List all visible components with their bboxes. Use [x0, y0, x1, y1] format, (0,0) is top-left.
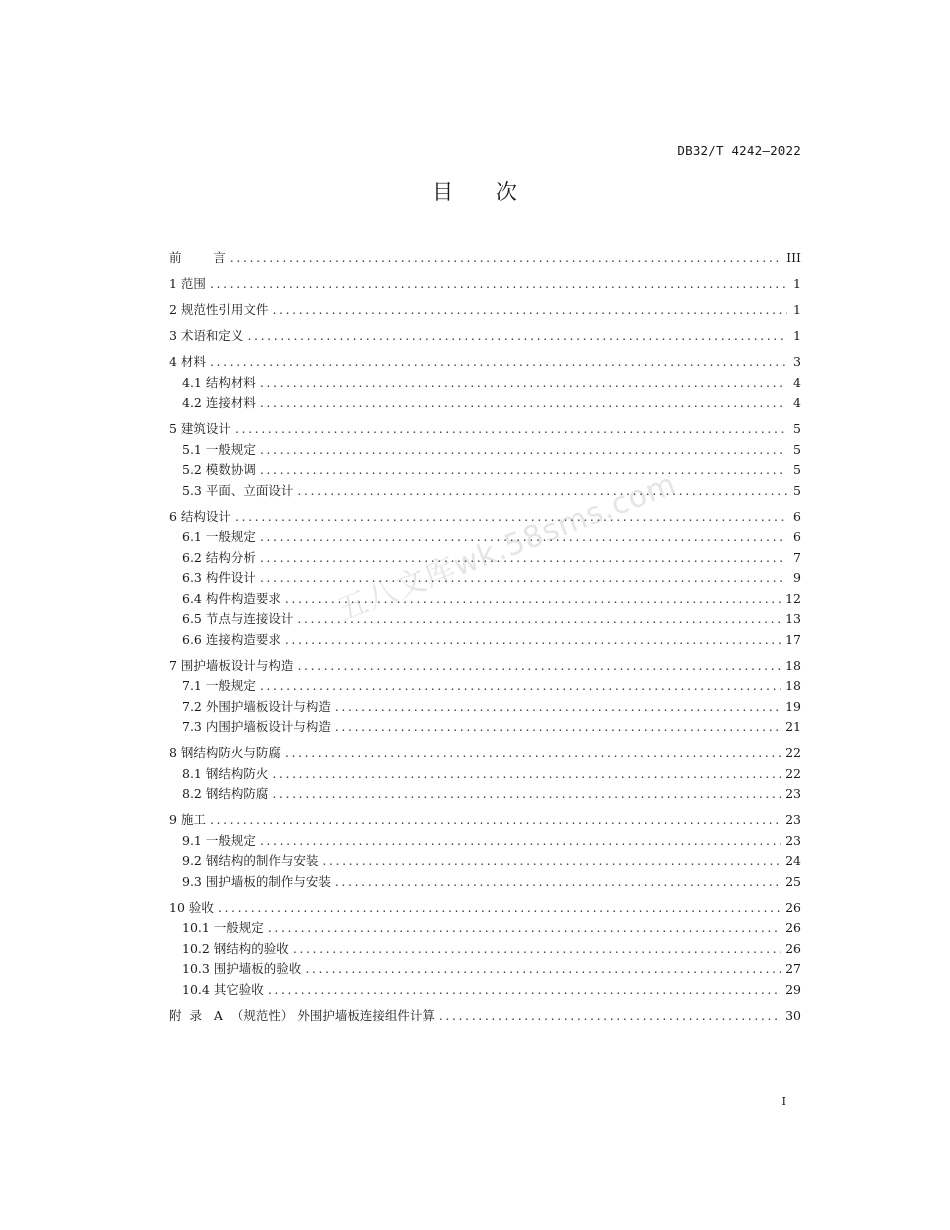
toc-entry-page: 23 [785, 812, 801, 827]
toc-dot-leader [305, 961, 781, 976]
toc-entry-page: 1 [793, 328, 801, 343]
toc-dot-leader [297, 658, 781, 673]
toc-chapter-entry[interactable] [169, 898, 801, 919]
toc-entry-title: 5 建筑设计 [169, 421, 231, 436]
toc-chapter-entry[interactable] [169, 810, 801, 831]
toc-entry-title: 6.6 连接构造要求 [182, 631, 281, 647]
toc-entry-title: 6 结构设计 [169, 508, 231, 524]
toc-entry-page: 23 [785, 786, 801, 801]
toc-dot-leader [335, 719, 781, 734]
toc-entry-title: 6.3 构件设计 [182, 570, 256, 585]
toc-entry-page: 6 [793, 529, 801, 544]
toc-section-entry[interactable] [169, 589, 801, 610]
toc-entry-page: 29 [785, 981, 801, 997]
toc-section-entry[interactable] [169, 373, 801, 394]
toc-entry-page: 26 [785, 899, 801, 915]
toc-chapter-entry[interactable] [169, 507, 801, 528]
toc-dot-leader [260, 570, 787, 585]
toc-dot-leader [335, 699, 781, 714]
table-of-contents [169, 248, 801, 1026]
toc-section-entry[interactable] [169, 959, 801, 980]
toc-entry-page: 26 [785, 940, 801, 956]
toc-dot-leader [285, 632, 781, 647]
watermark: 五八文库wk.58sms.com [332, 466, 682, 629]
toc-section-entry[interactable] [169, 393, 801, 414]
toc-dot-leader [260, 375, 787, 390]
toc-dot-leader [230, 250, 782, 265]
toc-chapter-entry[interactable] [169, 743, 801, 764]
toc-entry-page: 26 [785, 920, 801, 935]
toc-section-entry[interactable] [169, 872, 801, 893]
toc-entry-title: 10.4 其它验收 [182, 981, 264, 997]
toc-entry-page: 30 [785, 1007, 801, 1023]
toc-dot-leader [260, 833, 781, 848]
toc-entry-page: 22 [785, 745, 801, 760]
toc-dot-leader [268, 982, 781, 997]
page-number: I [781, 1094, 786, 1108]
toc-entry-title: 9.3 围护墙板的制作与安装 [182, 873, 331, 889]
toc-entry-page: 12 [785, 590, 801, 606]
toc-dot-leader [439, 1008, 781, 1023]
toc-chapter-entry[interactable] [169, 326, 801, 347]
toc-chapter-entry[interactable] [169, 274, 801, 295]
toc-entry-title: 前 言 [169, 250, 226, 265]
toc-entry-title: 3 术语和定义 [169, 328, 244, 343]
toc-entry-page: 18 [785, 678, 801, 693]
toc-entry-title: 8 钢结构防火与防腐 [169, 745, 281, 760]
toc-section-entry[interactable] [169, 548, 801, 569]
toc-entry-page: 4 [793, 395, 801, 410]
toc-dot-leader [260, 442, 787, 457]
toc-entry-title: 7.2 外围护墙板设计与构造 [182, 698, 331, 714]
toc-entry-page: 1 [793, 276, 801, 291]
toc-chapter-entry[interactable] [169, 300, 801, 321]
toc-entry-title: 4 材料 [169, 354, 206, 369]
toc-entry-page: 7 [793, 549, 801, 565]
toc-entry-title: 9 施工 [169, 812, 206, 827]
toc-section-entry[interactable] [169, 676, 801, 697]
toc-entry-title: 10.1 一般规定 [182, 920, 264, 935]
toc-dot-leader [322, 853, 781, 868]
document-code: DB32/T 4242—2022 [677, 143, 801, 158]
toc-dot-leader [272, 786, 781, 801]
toc-entry-page: 24 [785, 853, 801, 868]
toc-dot-leader [210, 354, 787, 369]
toc-entry-title: 8.1 钢结构防火 [182, 765, 269, 781]
toc-dot-leader [297, 611, 781, 626]
toc-entry-title: 6.1 一般规定 [182, 529, 256, 544]
toc-dot-leader [293, 941, 781, 956]
toc-section-entry[interactable] [169, 784, 801, 805]
toc-dot-leader [210, 276, 787, 291]
toc-entry-page: 3 [793, 354, 801, 369]
toc-section-entry[interactable] [169, 630, 801, 651]
toc-entry-title: 6.5 节点与连接设计 [182, 611, 294, 626]
toc-entry-page: 18 [785, 657, 801, 673]
toc-section-entry[interactable] [169, 918, 801, 939]
toc-dot-leader [247, 328, 787, 343]
toc-section-entry[interactable] [169, 481, 801, 502]
toc-entry-page: 9 [793, 570, 801, 585]
toc-entry-page: 13 [785, 611, 801, 626]
toc-dot-leader [272, 766, 781, 781]
toc-entry-page: 17 [785, 631, 801, 647]
toc-entry-page: III [786, 250, 801, 265]
toc-dot-leader [285, 591, 781, 606]
toc-entry-title: 7 围护墙板设计与构造 [169, 657, 294, 673]
toc-dot-leader [335, 874, 781, 889]
toc-entry-title: 1 范围 [169, 276, 206, 291]
toc-entry-page: 23 [785, 832, 801, 848]
toc-entry-title: 10.2 钢结构的验收 [182, 940, 289, 956]
toc-entry-title: 5.3 平面、立面设计 [182, 482, 294, 498]
toc-section-entry[interactable] [169, 440, 801, 461]
page-title: 目 次 [432, 180, 518, 204]
toc-dot-leader [260, 395, 787, 410]
toc-entry-title: 6.2 结构分析 [182, 549, 256, 565]
toc-dot-leader [272, 302, 787, 317]
toc-chapter-entry[interactable] [169, 656, 801, 677]
toc-entry-title: 9.1 一般规定 [182, 832, 256, 848]
toc-entry-title: 4.2 连接材料 [182, 395, 256, 410]
toc-section-entry[interactable] [169, 939, 801, 960]
toc-dot-leader [218, 900, 781, 915]
toc-entry-title: 7.3 内围护墙板设计与构造 [182, 719, 331, 734]
toc-entry-page: 21 [785, 719, 801, 734]
toc-entry-title: 5.1 一般规定 [182, 441, 256, 457]
toc-section-entry[interactable] [169, 980, 801, 1001]
toc-section-entry[interactable] [169, 460, 801, 481]
toc-entry-page: 4 [793, 374, 801, 390]
toc-dot-leader [235, 421, 787, 436]
toc-section-entry[interactable] [169, 527, 801, 548]
toc-entry-title: 9.2 钢结构的制作与安装 [182, 853, 319, 868]
toc-dot-leader [260, 462, 787, 477]
toc-section-entry[interactable] [169, 717, 801, 738]
toc-entry-title: 2 规范性引用文件 [169, 302, 269, 317]
toc-entry-page: 5 [793, 441, 801, 457]
toc-dot-leader [210, 812, 781, 827]
toc-entry-page: 19 [785, 698, 801, 714]
toc-chapter-entry[interactable] [169, 248, 801, 269]
toc-dot-leader [285, 745, 781, 760]
toc-section-entry[interactable] [169, 831, 801, 852]
toc-dot-leader [297, 483, 787, 498]
toc-section-entry[interactable] [169, 568, 801, 589]
toc-chapter-entry[interactable] [169, 419, 801, 440]
toc-entry-title: 附 录 A （规范性） 外围护墙板连接组件计算 [169, 1007, 435, 1023]
toc-entry-page: 1 [793, 302, 801, 317]
toc-section-entry[interactable] [169, 609, 801, 630]
toc-dot-leader [260, 550, 787, 565]
toc-entry-page: 25 [785, 873, 801, 889]
toc-entry-page: 27 [785, 961, 801, 976]
toc-entry-title: 7.1 一般规定 [182, 678, 256, 693]
toc-section-entry[interactable] [169, 764, 801, 785]
toc-dot-leader [260, 678, 781, 693]
toc-chapter-entry[interactable] [169, 1006, 801, 1027]
toc-dot-leader [268, 920, 781, 935]
toc-chapter-entry[interactable] [169, 352, 801, 373]
toc-dot-leader [260, 529, 787, 544]
toc-entry-title: 10.3 围护墙板的验收 [182, 961, 302, 976]
toc-entry-title: 5.2 模数协调 [182, 462, 256, 477]
toc-entry-title: 6.4 构件构造要求 [182, 590, 281, 606]
toc-entry-title: 8.2 钢结构防腐 [182, 786, 269, 801]
toc-entry-page: 22 [785, 765, 801, 781]
toc-entry-title: 4.1 结构材料 [182, 374, 256, 390]
toc-dot-leader [235, 509, 787, 524]
toc-section-entry[interactable] [169, 851, 801, 872]
toc-entry-page: 5 [793, 482, 801, 498]
toc-entry-page: 5 [793, 421, 801, 436]
toc-entry-page: 5 [793, 462, 801, 477]
toc-entry-page: 6 [793, 508, 801, 524]
toc-section-entry[interactable] [169, 697, 801, 718]
toc-entry-title: 10 验收 [169, 899, 214, 915]
